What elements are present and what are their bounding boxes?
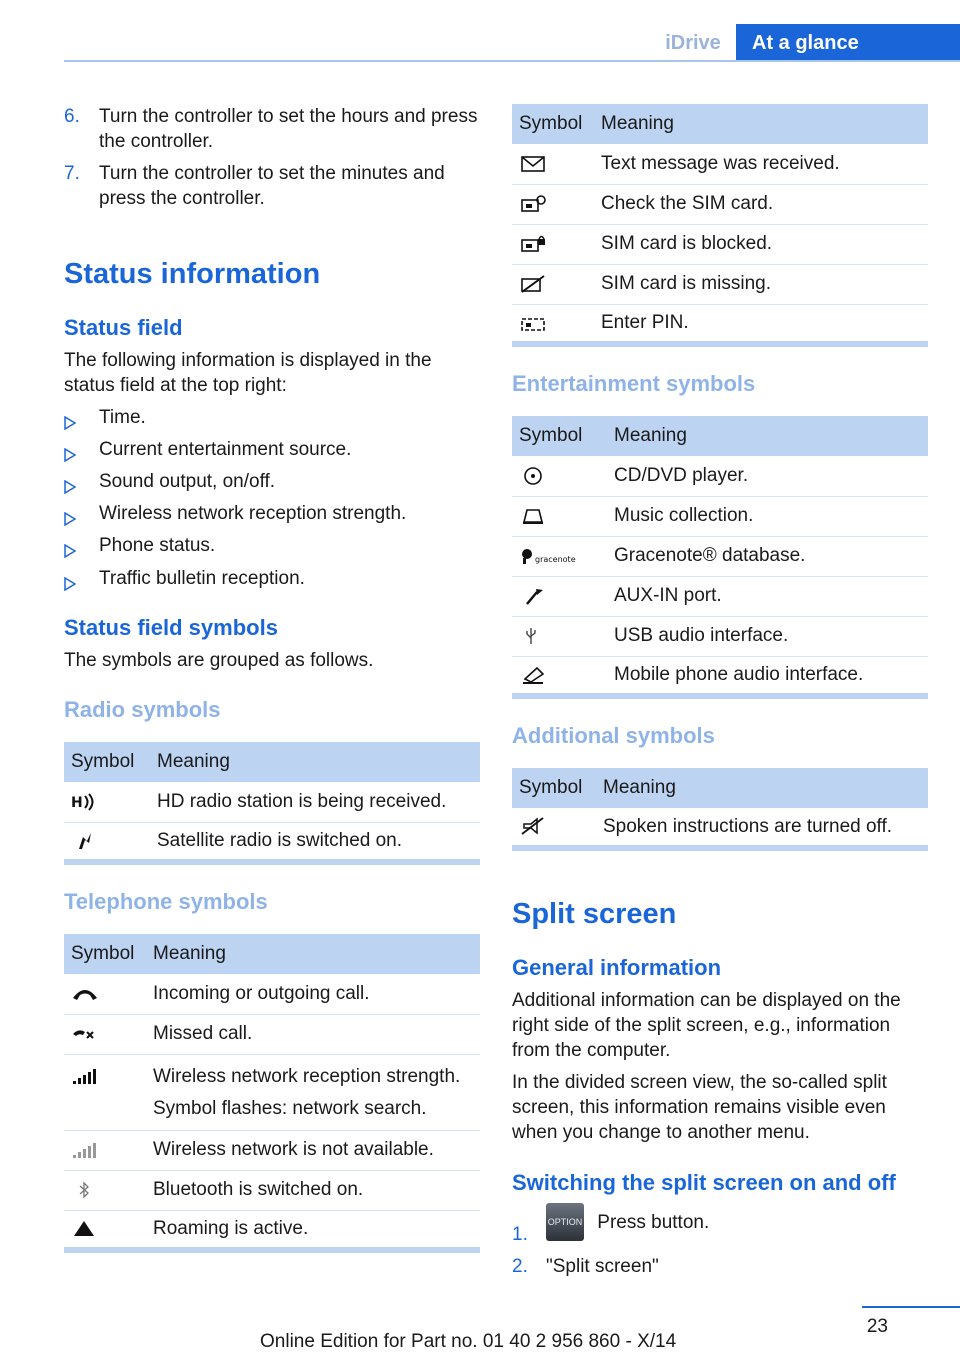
step-7 [64,161,480,211]
triangle-bullet-icon [64,573,76,598]
step-number: 6. [64,106,80,127]
col-header-symbol: Symbol [512,416,607,456]
bullet-item [64,437,480,462]
table-row [64,822,480,862]
telephone-symbols-heading: Telephone symbols [64,889,268,914]
meaning-cell: SIM card is missing. [594,264,928,304]
table-row [512,808,928,848]
signal-bars-empty-icon [71,1140,99,1160]
step-6 [64,104,480,154]
envelope-icon [519,154,547,174]
general-paragraph-1: Additional information can be displayed on the right side of the split screen, e.g., information from the computer. [512,990,901,1061]
meaning-cell: Spoken instructions are turned off. [596,808,928,848]
signal-bars-icon [71,1066,99,1086]
meaning-cell: Gracenote® database. [607,536,928,576]
meaning-cell: AUX-IN port. [607,576,928,616]
hd-radio-icon [71,792,99,812]
meaning-cell: Check the SIM card. [594,184,928,224]
mobile-audio-icon [519,665,547,685]
meaning-cell: SIM card is blocked. [594,224,928,264]
bullet-text: Current entertainment source. [99,439,352,460]
general-paragraph-2: In the divided screen view, the so-called split screen, this information remains visible even when you change to another menu. [512,1072,887,1143]
phone-handset-icon [71,984,99,1004]
step-number: 2. [512,1256,528,1277]
bullet-text: Phone status. [99,535,216,556]
bullet-item [64,533,480,558]
meaning-text: Wireless network reception strength. [153,1065,461,1087]
meaning-cell: CD/DVD player. [607,456,928,496]
page-number: 23 [866,1316,888,1337]
meaning-cell: Missed call. [146,1014,480,1054]
table-row [512,616,928,656]
usb-icon [519,626,547,646]
table-row [64,1054,480,1130]
table-row [512,184,928,224]
symbols-intro: The symbols are grouped as follows. [64,650,374,671]
table-row [512,224,928,264]
aux-plug-icon [519,586,547,606]
footer-rule [862,1306,960,1308]
additional-symbols-heading: Additional symbols [512,723,715,748]
table-header-row [64,742,480,782]
bullet-text: Traffic bulletin reception. [99,568,305,589]
sim-check-icon [519,194,547,214]
edition-note: Online Edition for Part no. 01 40 2 956 860 - X/14 [260,1331,677,1352]
meaning-cell: Bluetooth is switched on. [146,1170,480,1210]
entertainment-symbols-heading: Entertainment symbols [512,371,756,396]
meaning-cell: Satellite radio is switched on. [150,822,480,862]
header-chapter-tab: At a glance [736,24,960,62]
meaning-cell: Music collection. [607,496,928,536]
table-row [512,264,928,304]
table-row [64,974,480,1014]
table-row [64,1130,480,1170]
step-text: Press button. [597,1211,710,1233]
step-text: "Split screen" [546,1256,659,1277]
meaning-note: Symbol flashes: network search. [153,1097,427,1119]
triangle-bullet-icon [64,508,76,533]
entertainment-symbols-table [512,416,928,699]
satellite-radio-icon [71,831,99,851]
header-rule [64,60,960,62]
triangle-bullet-icon [64,412,76,437]
step-number: 1. [512,1224,528,1245]
table-row [512,496,928,536]
step-content [546,1203,928,1241]
roaming-triangle-icon [71,1219,99,1239]
bullet-item [64,405,480,430]
col-header-meaning: Meaning [150,742,480,782]
table-row [512,456,928,496]
music-collection-icon [519,506,547,526]
bullet-text: Time. [99,407,146,428]
meaning-cell: Mobile phone audio interface. [607,656,928,696]
sim-symbols-table [512,104,928,347]
bluetooth-icon [71,1180,99,1200]
bullet-item [64,501,480,526]
status-field-symbols-heading: Status field symbols [64,615,278,640]
gracenote-icon [519,546,581,566]
table-header-row [64,934,480,974]
table-row [64,1014,480,1054]
meaning-cell: Wireless network is not available. [146,1130,480,1170]
cd-disc-icon [519,466,547,486]
step-text: Turn the controller to set the hours and press the controller. [99,106,478,152]
sim-pin-icon [519,313,547,333]
radio-symbols-table [64,742,480,865]
bullet-item [64,566,480,591]
table-row [64,782,480,822]
col-header-meaning: Meaning [594,104,928,144]
table-row [64,1170,480,1210]
table-row [512,536,928,576]
status-field-heading: Status field [64,315,183,340]
bullet-text: Wireless network reception strength. [99,503,407,524]
meaning-cell: Enter PIN. [594,304,928,344]
table-row [512,144,928,184]
svg-text:gracenote: gracenote [535,554,576,564]
table-header-row [512,416,928,456]
col-header-meaning: Meaning [607,416,928,456]
col-header-meaning: Meaning [596,768,928,808]
split-screen-heading: Split screen [512,898,677,930]
step-text: Turn the controller to set the minutes and press the controller. [99,163,445,209]
col-header-symbol: Symbol [64,934,146,974]
triangle-bullet-icon [64,476,76,501]
status-information-heading: Status information [64,258,321,290]
switching-split-screen-heading: Switching the split screen on and off [512,1170,896,1195]
triangle-bullet-icon [64,540,76,565]
general-information-heading: General information [512,955,722,980]
bullet-item [64,469,480,494]
col-header-symbol: Symbol [512,768,596,808]
table-row [64,1210,480,1250]
col-header-symbol: Symbol [512,104,594,144]
meaning-cell [146,1054,480,1130]
radio-symbols-heading: Radio symbols [64,697,221,722]
col-header-meaning: Meaning [146,934,480,974]
header-section-tab: iDrive [665,32,721,54]
status-field-intro: The following information is displayed in the status field at the top right: [64,350,432,396]
table-row [512,304,928,344]
step-number: 7. [64,163,80,184]
telephone-symbols-table [64,934,480,1253]
svg-text:H: H [71,794,83,811]
switch-step-1 [512,1203,928,1245]
option-button-icon: OPTION [546,1203,584,1241]
meaning-cell: Incoming or outgoing call. [146,974,480,1014]
sim-locked-icon [519,234,547,254]
meaning-cell: USB audio interface. [607,616,928,656]
speech-off-icon [519,816,547,836]
switch-step-2 [512,1254,928,1279]
meaning-cell: Text message was received. [594,144,928,184]
col-header-symbol: Symbol [64,742,150,782]
bullet-text: Sound output, on/off. [99,471,276,492]
table-header-row [512,104,928,144]
table-row [512,656,928,696]
table-row [512,576,928,616]
meaning-cell: Roaming is active. [146,1210,480,1250]
missed-call-icon [71,1024,99,1044]
additional-symbols-table [512,768,928,851]
triangle-bullet-icon [64,444,76,469]
table-header-row [512,768,928,808]
meaning-cell: HD radio station is being received. [150,782,480,822]
sim-missing-icon [519,274,547,294]
